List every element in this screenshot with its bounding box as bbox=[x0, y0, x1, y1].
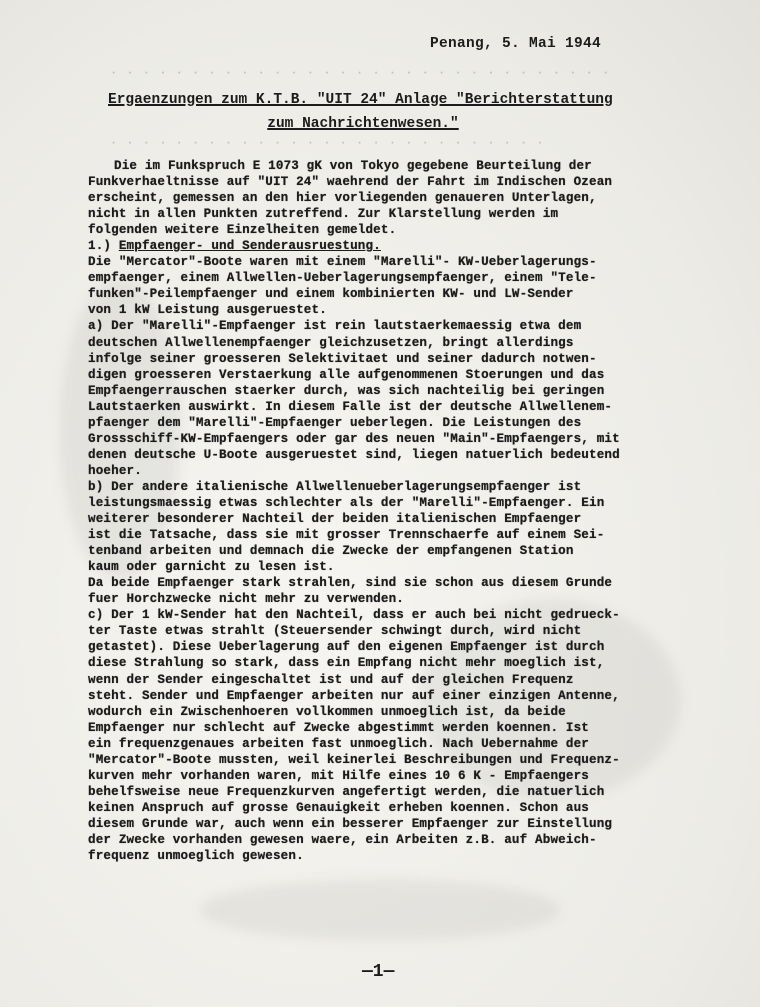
body-line: pfaenger dem "Marelli"-Empfaenger ueberlegen. Die Leistungen des bbox=[88, 415, 582, 430]
heading-line-2: zum Nachrichtenwesen." bbox=[267, 116, 459, 132]
body-line: Funkverhaeltnisse auf "UIT 24" waehrend der Fahrt im Indischen Ozean bbox=[88, 175, 613, 190]
body-line: diese Strahlung so stark, dass ein Empfang nicht mehr moeglich ist, bbox=[88, 656, 605, 671]
body-line: hoeher. bbox=[88, 463, 142, 478]
body-line: Da beide Empfaenger stark strahlen, sind sie schon aus diesem Grunde bbox=[88, 576, 613, 591]
body-line: von 1 kW Leistung ausgeruestet. bbox=[88, 303, 327, 318]
body-line: ist die Tatsache, dass sie mit grosser Trennschaerfe auf einem Sei- bbox=[88, 528, 605, 543]
scan-smudge bbox=[200, 880, 560, 940]
body-line: "Mercator"-Boote mussten, weil keinerlei Beschreibungen und Frequenz- bbox=[88, 752, 620, 767]
body-line: digen groesseren Verstaerkung alle aufgenommenen Stoerungen und das bbox=[88, 367, 605, 382]
body-line: wodurch ein Zwischenhoeren vollkommen unmoeglich ist, da beide bbox=[88, 704, 566, 719]
body-line: erscheint, gemessen an den hier vorliegenden genaueren Unterlagen, bbox=[88, 191, 597, 206]
body-line: c) Der 1 kW-Sender hat den Nachteil, dass er auch bei nicht gedrueck- bbox=[88, 608, 620, 623]
report-body bbox=[88, 158, 728, 864]
section-title: Empfaenger- und Senderausruestung. bbox=[118, 239, 381, 254]
body-line: Empfaenger nur schlecht auf Zwecke abgestimmt werden koennen. Ist bbox=[88, 720, 589, 735]
body-line: Grossschiff-KW-Empfaengers oder gar des neuen "Main"-Empfaengers, mit bbox=[88, 431, 620, 446]
body-line: funken"-Peilempfaenger und einem kombinierten KW- und LW-Sender bbox=[88, 287, 574, 302]
body-line: denen deutsche U-Boote ausgeruestet sind, liegen natuerlich bedeutend bbox=[88, 447, 620, 462]
body-line: Die im Funkspruch E 1073 gK von Tokyo gegebene Beurteilung der bbox=[114, 159, 592, 173]
body-line: Die "Mercator"-Boote waren mit einem "Marelli"- KW-Ueberlagerungs- bbox=[88, 255, 597, 270]
body-line: leistungsmaessig etwas schlechter als der "Marelli"-Empfaenger. Ein bbox=[88, 495, 605, 510]
body-line: frequenz unmoeglich gewesen. bbox=[88, 849, 304, 864]
body-line: tenband arbeiten und demnach die Zwecke der empfangenen Station bbox=[88, 544, 574, 559]
body-line: ter Taste etwas strahlt (Steuersender schwingt durch, wird nicht bbox=[88, 624, 582, 639]
body-line: behelfsweise neue Frequenzkurven angefertigt werden, die natuerlich bbox=[88, 784, 605, 799]
body-line: nicht in allen Punkten zutreffend. Zur Klarstellung werden im bbox=[88, 207, 559, 222]
ghost-print: · · · · · · · · · · · · · · · · · · · · · · · · · · · · · · · bbox=[110, 66, 611, 80]
body-line: wenn der Sender eingeschaltet ist und auf der gleichen Frequenz bbox=[88, 672, 574, 687]
body-line: Lautstaerken auswirkt. In diesem Falle ist der deutsche Allwellenem- bbox=[88, 399, 613, 414]
heading-line-1: Ergaenzungen zum K.T.B. "UIT 24" Anlage "Berichterstattung bbox=[108, 92, 613, 108]
body-line: ein frequenzgenaues arbeiten fast unmoeglich. Nach Uebernahme der bbox=[88, 736, 589, 751]
body-line: weiterer besonderer Nachteil der beiden italienischen Empfaenger bbox=[88, 512, 582, 527]
body-line: empfaenger, einem Allwellen-Ueberlagerungsempfaenger, einem "Tele- bbox=[88, 271, 597, 286]
body-line: Empfaengerrauschen staerker durch, was sich nachteilig bei geringen bbox=[88, 383, 605, 398]
page-number: —1— bbox=[362, 962, 395, 982]
body-line: a) Der "Marelli"-Empfaenger ist rein lautstaerkemaessig etwa dem bbox=[88, 319, 582, 334]
body-line: steht. Sender und Empfaenger arbeiten nur auf einer einzigen Antenne, bbox=[88, 688, 620, 703]
ghost-print: · · · · · · · · · · · · · · · · · · · · · · · · · · · bbox=[110, 136, 545, 150]
body-line: kaum oder garnicht zu lesen ist. bbox=[88, 560, 335, 575]
body-line: kurven mehr vorhanden waren, mit Hilfe eines 10 6 K - Empfaengers bbox=[88, 768, 589, 783]
body-line: 1.) Empfaenger- und Senderausruestung. bbox=[88, 239, 381, 254]
date-line: Penang, 5. Mai 1944 bbox=[430, 36, 602, 52]
body-line: deutschen Allwellenempfaenger gleichzusetzen, bringt allerdings bbox=[88, 335, 574, 350]
document-heading bbox=[108, 88, 708, 136]
body-line: keinen Anspruch auf grosse Genauigkeit erheben koennen. Schon aus bbox=[88, 800, 589, 815]
body-line: fuer Horchzwecke nicht mehr zu verwenden. bbox=[88, 592, 405, 607]
body-line: der Zwecke vorhanden gewesen waere, ein Arbeiten z.B. auf Abweich- bbox=[88, 832, 597, 847]
body-line: folgenden weitere Einzelheiten gemeldet. bbox=[88, 223, 397, 238]
body-line: b) Der andere italienische Allwellenueberlagerungsempfaenger ist bbox=[88, 479, 582, 494]
body-line: infolge seiner groesseren Selektivitaet und seiner dadurch notwen- bbox=[88, 351, 597, 366]
body-line: diesem Grunde war, auch wenn ein besserer Empfaenger zur Einstellung bbox=[88, 816, 613, 831]
body-line: getastet). Diese Ueberlagerung auf den eigenen Empfaenger ist durch bbox=[88, 640, 605, 655]
